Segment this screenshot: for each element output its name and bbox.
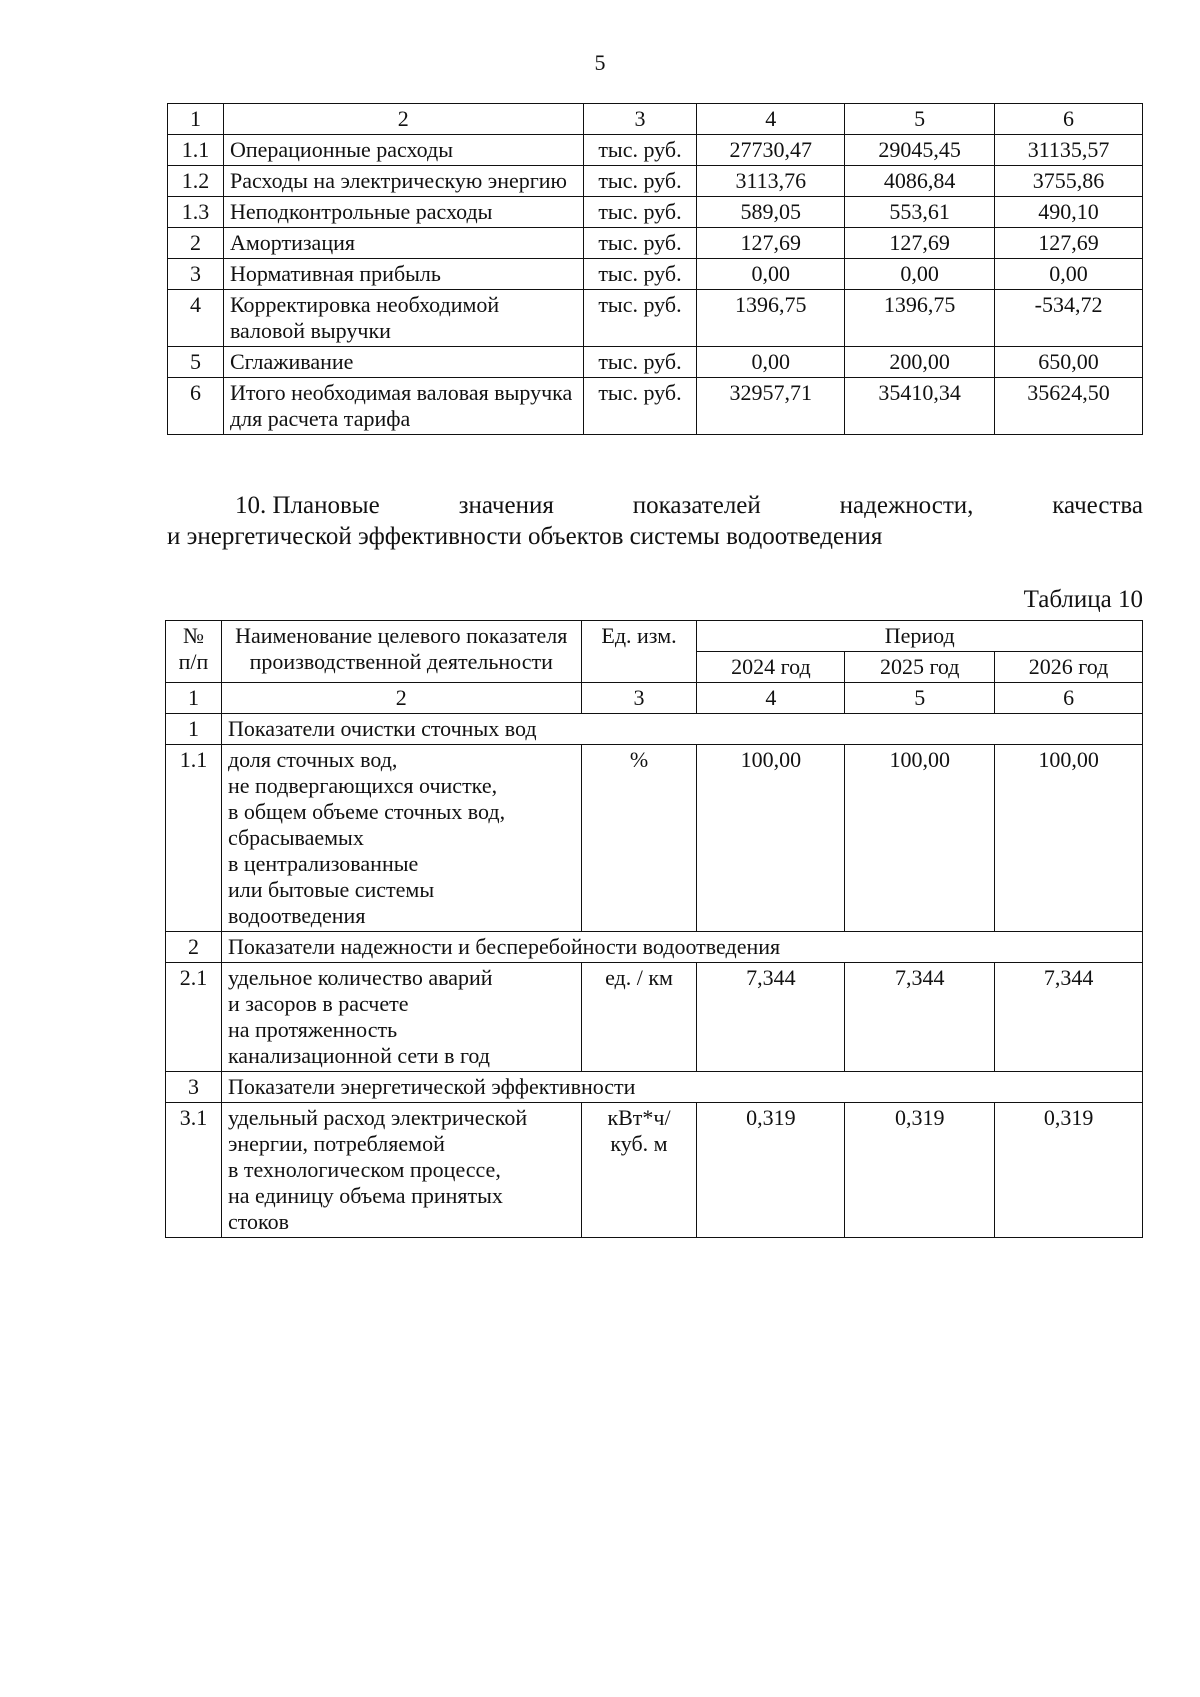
row-value-cell: 589,05 bbox=[697, 197, 845, 228]
row-value-cell: 200,00 bbox=[845, 347, 995, 378]
row-value-cell: 1396,75 bbox=[697, 290, 845, 347]
head-num-symbol: № bbox=[182, 623, 204, 648]
row-number-cell: 4 bbox=[168, 290, 224, 347]
heading-word: надежности, bbox=[839, 492, 974, 519]
table-row bbox=[168, 259, 1143, 290]
group-number-cell: 2 bbox=[166, 932, 222, 963]
page-number: 5 bbox=[594, 50, 606, 75]
group-number-cell: 1 bbox=[166, 714, 222, 745]
row-value-cell: 35410,34 bbox=[845, 378, 995, 435]
indicator-value-2025: 7,344 bbox=[845, 963, 995, 1072]
heading-word: показателей bbox=[632, 492, 761, 519]
row-unit-cell: тыс. руб. bbox=[583, 378, 697, 435]
row-name-cell: Итого необходимая валовая выручка для расчета тарифа bbox=[223, 378, 583, 435]
group-title-cell: Показатели надежности и бесперебойности водоотведения bbox=[221, 932, 1142, 963]
head-year-2026: 2026 год bbox=[995, 652, 1143, 683]
indicator-row bbox=[166, 1103, 1143, 1238]
row-value-cell: 3755,86 bbox=[995, 166, 1143, 197]
column-number-cell: 6 bbox=[995, 104, 1143, 135]
head-num bbox=[166, 621, 222, 683]
row-name-cell: Сглаживание bbox=[223, 347, 583, 378]
group-row bbox=[166, 932, 1143, 963]
group-row bbox=[166, 714, 1143, 745]
column-number-cell: 4 bbox=[697, 104, 845, 135]
indicator-number-cell: 1.1 bbox=[166, 745, 222, 932]
indicator-value-2024: 0,319 bbox=[697, 1103, 845, 1238]
head-num-abbr: п/п bbox=[178, 649, 209, 674]
column-number-cell: 1 bbox=[166, 683, 222, 714]
head-period: Период bbox=[697, 621, 1143, 652]
column-number-cell: 2 bbox=[223, 104, 583, 135]
indicator-name-cell: удельное количество аварий и засоров в расчете на протяженность канализационной сети в год bbox=[221, 963, 581, 1072]
table-row bbox=[168, 135, 1143, 166]
row-unit-cell: тыс. руб. bbox=[583, 290, 697, 347]
row-number-cell: 1.2 bbox=[168, 166, 224, 197]
row-number-cell: 6 bbox=[168, 378, 224, 435]
row-unit-cell: тыс. руб. bbox=[583, 135, 697, 166]
head-year-2025: 2025 год bbox=[845, 652, 995, 683]
table-row bbox=[168, 378, 1143, 435]
column-number-cell: 5 bbox=[845, 683, 995, 714]
row-number-cell: 5 bbox=[168, 347, 224, 378]
table-caption: Таблица 10 bbox=[1023, 586, 1143, 613]
section-heading bbox=[167, 490, 1143, 552]
row-value-cell: 3113,76 bbox=[697, 166, 845, 197]
row-name-cell: Операционные расходы bbox=[223, 135, 583, 166]
row-value-cell: 490,10 bbox=[995, 197, 1143, 228]
group-number-cell: 3 bbox=[166, 1072, 222, 1103]
column-number-cell: 5 bbox=[845, 104, 995, 135]
indicator-value-2024: 7,344 bbox=[697, 963, 845, 1072]
indicator-unit-cell: кВт*ч/ куб. м bbox=[581, 1103, 697, 1238]
row-value-cell: 0,00 bbox=[697, 259, 845, 290]
column-number-row bbox=[168, 104, 1143, 135]
indicator-name-cell: доля сточных вод, не подвергающихся очистке, в общем объеме сточных вод, сбрасываемых в централизованные или бытовые системы водоотведения bbox=[221, 745, 581, 932]
head-name: Наименование целевого показателя производственной деятельности bbox=[221, 621, 581, 683]
row-value-cell: 1396,75 bbox=[845, 290, 995, 347]
targets-table bbox=[165, 620, 1143, 1238]
group-title-cell: Показатели очистки сточных вод bbox=[221, 714, 1142, 745]
head-year-2024: 2024 год bbox=[697, 652, 845, 683]
column-number-cell: 3 bbox=[581, 683, 697, 714]
row-unit-cell: тыс. руб. bbox=[583, 197, 697, 228]
table-row bbox=[168, 166, 1143, 197]
table-head-row bbox=[166, 621, 1143, 652]
row-value-cell: 0,00 bbox=[845, 259, 995, 290]
column-number-row bbox=[166, 683, 1143, 714]
row-name-cell: Нормативная прибыль bbox=[223, 259, 583, 290]
row-value-cell: 127,69 bbox=[845, 228, 995, 259]
indicator-value-2025: 0,319 bbox=[845, 1103, 995, 1238]
column-number-cell: 4 bbox=[697, 683, 845, 714]
row-number-cell: 2 bbox=[168, 228, 224, 259]
indicator-row bbox=[166, 963, 1143, 1072]
row-value-cell: 0,00 bbox=[995, 259, 1143, 290]
row-value-cell: 127,69 bbox=[697, 228, 845, 259]
indicator-name-cell: удельный расход электрической энергии, потребляемой в технологическом процессе, на единицу объема принятых стоков bbox=[221, 1103, 581, 1238]
row-unit-cell: тыс. руб. bbox=[583, 166, 697, 197]
row-value-cell: 29045,45 bbox=[845, 135, 995, 166]
column-number-cell: 2 bbox=[221, 683, 581, 714]
row-value-cell: 27730,47 bbox=[697, 135, 845, 166]
indicator-unit-cell: ед. / км bbox=[581, 963, 697, 1072]
row-name-cell: Амортизация bbox=[223, 228, 583, 259]
column-number-cell: 6 bbox=[995, 683, 1143, 714]
row-value-cell: 0,00 bbox=[697, 347, 845, 378]
row-value-cell: -534,72 bbox=[995, 290, 1143, 347]
table-row bbox=[168, 228, 1143, 259]
row-unit-cell: тыс. руб. bbox=[583, 228, 697, 259]
indicator-value-2024: 100,00 bbox=[697, 745, 845, 932]
row-name-cell: Расходы на электрическую энергию bbox=[223, 166, 583, 197]
section-heading-line2: и энергетической эффективности объектов системы водоотведения bbox=[167, 523, 883, 550]
row-value-cell: 32957,71 bbox=[697, 378, 845, 435]
indicator-value-2026: 0,319 bbox=[995, 1103, 1143, 1238]
table-row bbox=[168, 347, 1143, 378]
indicator-row bbox=[166, 745, 1143, 932]
row-value-cell: 650,00 bbox=[995, 347, 1143, 378]
indicator-value-2025: 100,00 bbox=[845, 745, 995, 932]
row-value-cell: 4086,84 bbox=[845, 166, 995, 197]
table-row bbox=[168, 290, 1143, 347]
indicator-unit-cell: % bbox=[581, 745, 697, 932]
row-number-cell: 3 bbox=[168, 259, 224, 290]
heading-word: значения bbox=[458, 492, 554, 519]
row-unit-cell: тыс. руб. bbox=[583, 347, 697, 378]
row-value-cell: 31135,57 bbox=[995, 135, 1143, 166]
row-value-cell: 553,61 bbox=[845, 197, 995, 228]
table-row bbox=[168, 197, 1143, 228]
row-unit-cell: тыс. руб. bbox=[583, 259, 697, 290]
head-unit: Ед. изм. bbox=[581, 621, 697, 683]
heading-word: 10. Плановые bbox=[235, 492, 380, 519]
column-number-cell: 1 bbox=[168, 104, 224, 135]
column-number-cell: 3 bbox=[583, 104, 697, 135]
group-row bbox=[166, 1072, 1143, 1103]
row-name-cell: Неподконтрольные расходы bbox=[223, 197, 583, 228]
section-heading-line1 bbox=[167, 490, 1143, 521]
indicator-number-cell: 2.1 bbox=[166, 963, 222, 1072]
row-number-cell: 1.3 bbox=[168, 197, 224, 228]
heading-word: качества bbox=[1052, 492, 1143, 519]
indicator-number-cell: 3.1 bbox=[166, 1103, 222, 1238]
indicator-value-2026: 100,00 bbox=[995, 745, 1143, 932]
indicator-value-2026: 7,344 bbox=[995, 963, 1143, 1072]
row-number-cell: 1.1 bbox=[168, 135, 224, 166]
row-value-cell: 127,69 bbox=[995, 228, 1143, 259]
row-value-cell: 35624,50 bbox=[995, 378, 1143, 435]
row-name-cell: Корректировка необходимой валовой выручки bbox=[223, 290, 583, 347]
expense-table bbox=[167, 103, 1143, 435]
group-title-cell: Показатели энергетической эффективности bbox=[221, 1072, 1142, 1103]
